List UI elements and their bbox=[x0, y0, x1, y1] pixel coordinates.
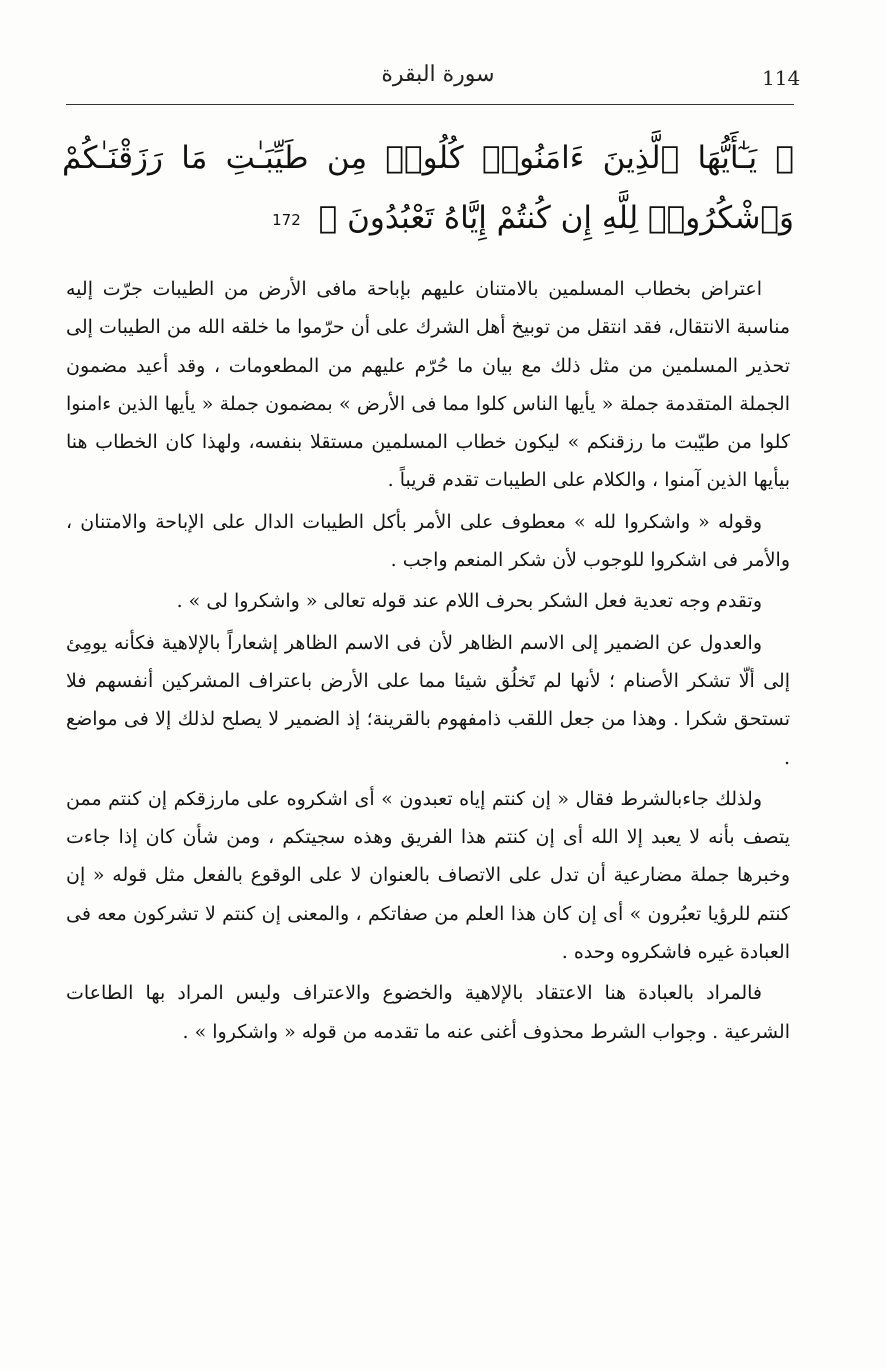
header-divider bbox=[66, 104, 794, 105]
commentary-paragraph: فالمراد بالعبادة هنا الاعتقاد بالإلاهية والخضوع والاعتراف وليس المراد بها الطاعات الشرعية . وجواب الشرط محذوف أغنى عنه ما تقدمه من قوله « واشكروا » . bbox=[66, 982, 790, 1043]
commentary-paragraph: والعدول عن الضمير إلى الاسم الظاهر لأن فى الاسم الظاهر إشعاراً بالإلاهية فكأنه يومِئ إلى ألّا تشكر الأصنام ؛ لأنها لم تَخلُق شيئا مما على الأرض باعتراف المشركين أنفسهم فلا تستحق شكرا . وهذا من جعل اللقب ذامفهوم بالقرينة؛ إذ الضمير لا يصلح لذلك إلا فى مواضع . bbox=[66, 631, 790, 769]
commentary-paragraph: وقوله « واشكروا لله » معطوف على الأمر بأكل الطيبات الدال على الإباحة والامتنان ، والأمر فى اشكروا للوجوب لأن شكر المنعم واجب . bbox=[66, 510, 790, 572]
surah-title: سورة البقرة bbox=[381, 62, 495, 87]
page-number: 114 bbox=[762, 66, 801, 90]
verse-text: ﴿ يَـٰٓأَيُّهَا ٱلَّذِينَ ءَامَنُوا۟ كُلُوا۟ مِن طَيِّبَـٰتِ مَا رَزَقْنَـٰكُمْ وَٱشْكُرُوا۟ لِلَّهِ إِن كُنتُمْ إِيَّاهُ تَعْبُدُونَ ﴾ bbox=[62, 140, 794, 236]
commentary-paragraph: اعتراض بخطاب المسلمين بالامتنان عليهم بإباحة مافى الأرض من الطيبات جرّت إليه مناسبة الانتقال، فقد انتقل من توبيخ أهل الشرك على أن حرّموا ما خلقه الله من الطيبات إلى تحذير المسلمين من مثل ذلك مع بيان ما حُرّم عليهم من المطعومات ، وقد أعيد مضمون الجملة المتقدمة جملة « يأيها الناس كلوا مما فى الأرض » بمضمون جملة « يأيها الذين ءامنوا كلوا من طيّبت ما رزقنكم » ليكون خطاب المسلمين مستقلا بنفسه، ولهذا كان الخطاب هنا بيأيها الذين آمنوا ، والكلام على الطيبات تقدم قريباً . bbox=[66, 278, 790, 492]
commentary-body bbox=[66, 270, 790, 1054]
commentary-paragraph: ولذلك جاءبالشرط فقال « إن كنتم إياه تعبدون » أى اشكروه على مارزقكم إن كنتم ممن يتصف بأنه لا يعبد إلا الله أى إن كنتم هذا الفريق وهذه سجيتكم ، ومن شأن كان إذا جاءت وخبرها جملة مضارعية أن تدل على الاتصاف بالعنوان لا على الوقوع بالفعل مثل قوله « إن كنتم للرؤيا تعبُرون » أى إن كان هذا العلم من صفاتكم ، والمعنى إن كنتم لا تشركون معه فى العبادة غيره فاشكروه وحده . bbox=[66, 787, 790, 964]
commentary-paragraph: وتقدم وجه تعدية فعل الشكر بحرف اللام عند قوله تعالى « واشكروا لى » . bbox=[176, 590, 762, 613]
quran-verse bbox=[62, 128, 794, 250]
page-header bbox=[68, 54, 801, 102]
verse-number: 172 bbox=[272, 210, 301, 229]
